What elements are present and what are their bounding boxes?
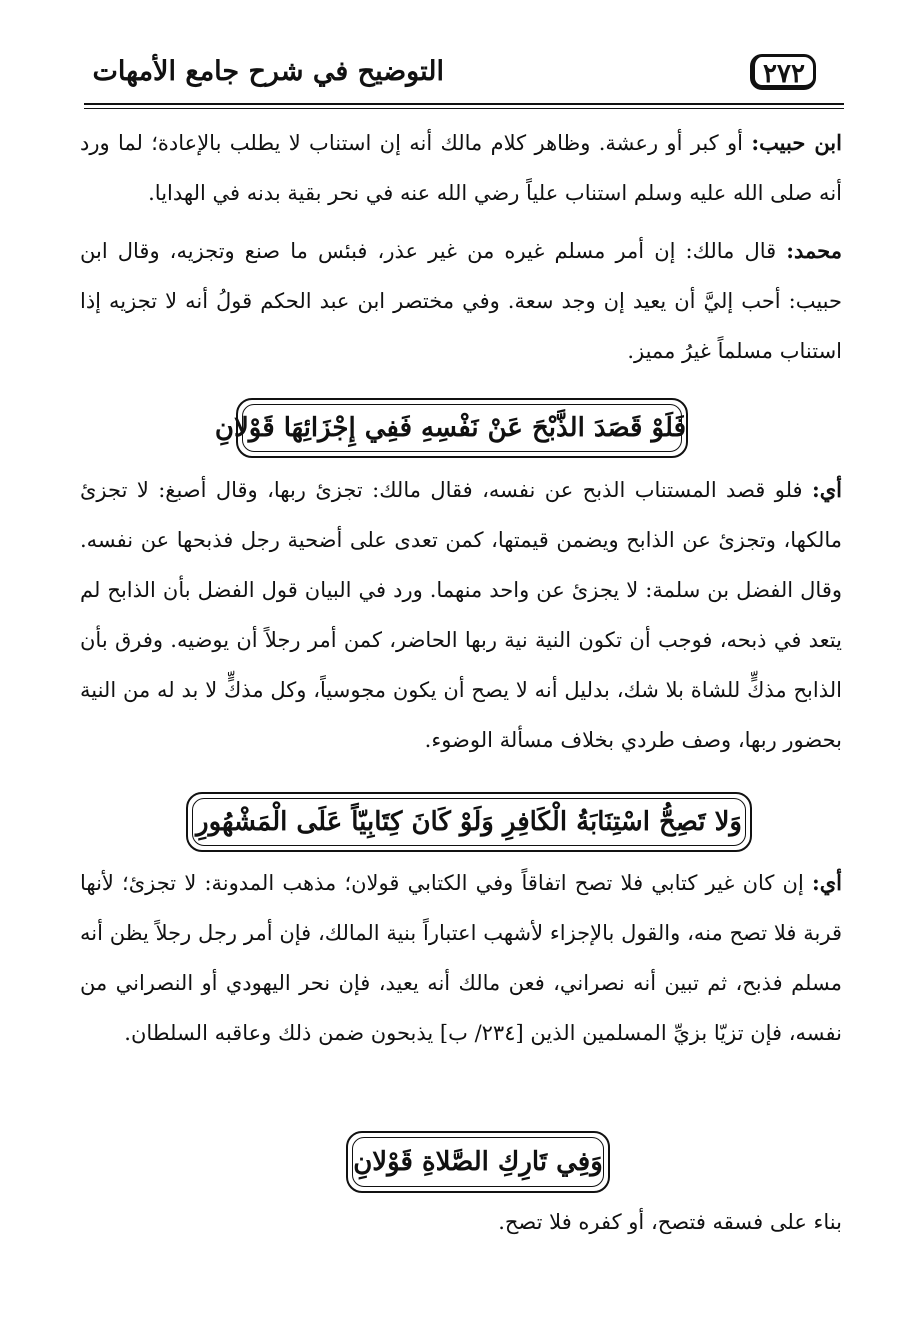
paragraph-text: فلو قصد المستناب الذبح عن نفسه، فقال مالك: تجزئ ربها، وقال أصبغ: لا تجزئ مالكها، وتجزئ عن الذابح ويضمن قيمتها، كمن تعدى على أضحية رجل فذبحها عن نفسه. وقال الفضل بن سلمة: لا يجزئ عن واحد منهما. ورد في البيان قول الفضل بأن الذابح لم يتعد في ذبحه، فوجب أن تكون النية نية ربها الحاضر، كمن أمر رجلاً أن يوضيه. وفرق بأن الذابح مذكٍّ للشاة بلا شك، بدليل أنه لا يصح أن يكون مجوسياً، وكل مذكٍّ لا بد له من النية بحضور ربها، وصف طردي بخلاف مسألة الوضوء. — [80, 478, 842, 752]
paragraph-ibn-habib — [80, 118, 842, 218]
header-rule — [84, 103, 844, 105]
paragraph-lead: محمد: — [786, 238, 842, 263]
paragraph-lead: أي: — [811, 870, 842, 895]
paragraph-explanation-2 — [80, 858, 842, 1058]
section-heading-text: وَفِي تَارِكِ الصَّلاةِ قَوْلانِ — [353, 1147, 603, 1177]
section-heading-box — [186, 792, 752, 852]
paragraph-lead: ابن حبيب: — [751, 130, 842, 155]
paragraph-muhammad — [80, 226, 842, 376]
paragraph-text: أو كبر أو رعشة. وظاهر كلام مالك أنه إن استناب لا يطلب بالإعادة؛ لما ورد أنه صلى الله عليه وسلم استناب علياً رضي الله عنه في نحر بقية بدنه في الهدايا. — [80, 131, 842, 205]
paragraph-final — [80, 1197, 842, 1247]
paragraph-lead: أي: — [811, 477, 842, 502]
header-rule-inner — [84, 108, 844, 109]
section-heading-box — [346, 1131, 610, 1193]
section-heading-box — [214, 398, 688, 458]
section-heading-text: فَلَوْ قَصَدَ الذَّبْحَ عَنْ نَفْسِهِ فَفِي إِجْزَائِهَا قَوْلانِ — [214, 413, 686, 443]
paragraph-text: بناء على فسقه فتصح، أو كفره فلا تصح. — [498, 1210, 842, 1234]
page-number: ٢٧٢ — [750, 54, 816, 90]
section-heading-text: وَلا تَصِحُّ اسْتِنَابَةُ الْكَافِرِ وَلَوْ كَانَ كِتَابِيّاً عَلَى الْمَشْهُورِ — [196, 807, 742, 837]
paragraph-text: إن كان غير كتابي فلا تصح اتفاقاً وفي الكتابي قولان؛ مذهب المدونة: لا تجزئ؛ لأنها قربة فلا تصح منه، والقول بالإجزاء لأشهب اعتباراً بنية المالك، فإن أمر رجل رجلاً يظن أنه مسلم فذبح، ثم تبين أنه نصراني، فعن مالك أنه يعيد، فإن نحر اليهودي أو النصراني من نفسه، فإن تزيّا بزيِّ المسلمين الذين [٢٣٤/ ب] يذبحون ضمن ذلك وعاقبه السلطان. — [80, 871, 842, 1045]
paragraph-explanation-1 — [80, 465, 842, 765]
running-header-title: التوضيح في شرح جامع الأمهات — [92, 56, 444, 87]
paragraph-text: قال مالك: إن أمر مسلم غيره من غير عذر، فبئس ما صنع وتجزيه، وقال ابن حبيب: أحب إليَّ أن يعيد إن وجد سعة. وفي مختصر ابن عبد الحكم قولُ أنه لا تجزيه إذا استناب مسلماً غيرُ مميز. — [80, 239, 842, 363]
